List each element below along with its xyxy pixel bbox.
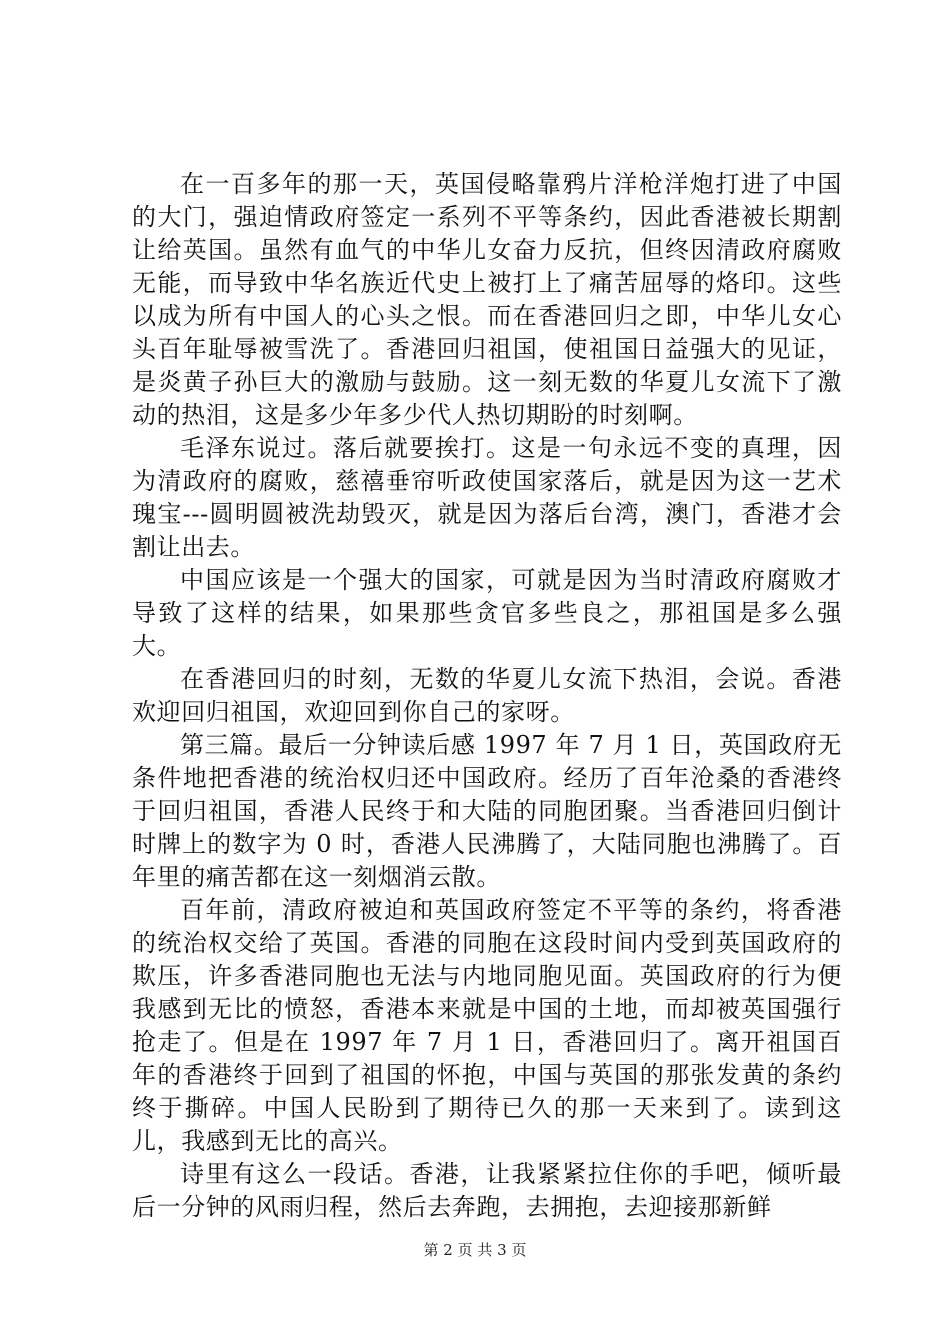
page-number-footer: 第 2 页 共 3 页 (423, 1241, 527, 1259)
paragraph-3: 中国应该是一个强大的国家，可就是因为当时清政府腐败才导致了这样的结果，如果那些贪官多些良之，那祖国是多么强大。 (132, 566, 842, 660)
paragraph-6: 百年前，清政府被迫和英国政府签定不平等的条约，将香港的统治权交给了英国。香港的同胞在这段时间内受到英国政府的欺压，许多香港同胞也无法与内地同胞见面。英国政府的行为便我感到无比的愤怒，香港本来就是中国的土地，而却被英国强行抢走了。但是在 1997 年 7 月 1 日，香港回归了。离开祖国百年的香港终于回到了祖国的怀抱，中国与英国的那张发黄的条约终于撕碎。中国人民盼到了期待已久的那一天来到了。读到这儿，我感到无比的高兴。 (132, 896, 842, 1155)
paragraph-4: 在香港回归的时刻，无数的华夏儿女流下热泪，会说。香港欢迎回归祖国，欢迎回到你自己的家呀。 (132, 665, 842, 726)
paragraph-7: 诗里有这么一段话。香港，让我紧紧拉住你的手吧，倾听最后一分钟的风雨归程，然后去奔跑，去拥抱，去迎接那新鲜 (132, 1160, 842, 1221)
paragraph-2: 毛泽东说过。落后就要挨打。这是一句永远不变的真理，因为清政府的腐败，慈禧垂帘听政使国家落后，就是因为这一艺术瑰宝---圆明圆被洗劫毁灭，就是因为落后台湾，澳门，香港才会割让出去。 (132, 434, 842, 561)
paragraph-5: 第三篇。最后一分钟读后感 1997 年 7 月 1 日，英国政府无条件地把香港的统治权归还中国政府。经历了百年沧桑的香港终于回归祖国，香港人民终于和大陆的同胞团聚。当香港回归倒计时牌上的数字为 0 时，香港人民沸腾了，大陆同胞也沸腾了。百年里的痛苦都在这一刻烟消云散。 (132, 731, 842, 891)
paragraph-1: 在一百多年的那一天，英国侵略靠鸦片洋枪洋炮打进了中国的大门，强迫情政府签定一系列不平等条约，因此香港被长期割让给英国。虽然有血气的中华儿女奋力反抗，但终因清政府腐败无能，而导致中华名族近代史上被打上了痛苦屈辱的烙印。这些以成为所有中国人的心头之恨。而在香港回归之即，中华儿女心头百年耻辱被雪洗了。香港回归祖国，使祖国日益强大的见证，是炎黄子孙巨大的激励与鼓励。这一刻无数的华夏儿女流下了激动的热泪，这是多少年多少代人热切期盼的时刻啊。 (132, 170, 842, 429)
document-body (132, 168, 842, 1224)
